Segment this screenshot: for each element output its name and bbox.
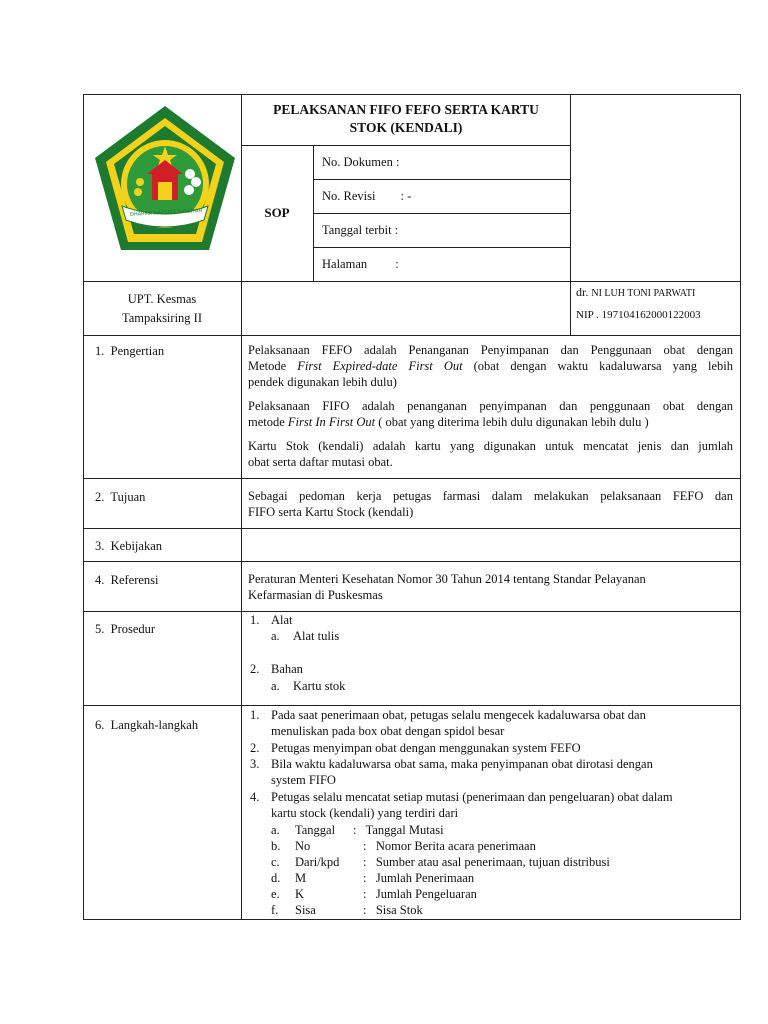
kartu-field-f-letter: f. [271,903,279,917]
section-heading-langkah: 6. Langkah-langkah [95,718,199,732]
langkah-step-4 [250,789,673,805]
kartu-field-b-letter: b. [271,839,281,853]
pengertian-content [248,342,733,470]
sop-label: SOP [264,205,290,220]
prosedur-item-1-sub-label: Alat tulis [293,629,340,643]
pengertian-p1-line1: Pelaksanaan FEFO adalah Penanganan Penyimpanan dan Penggunaan obat dengan [248,343,733,357]
prosedur-item-2-sub-label: Kartu stok [293,679,346,693]
langkah-step-4-line2: kartu stock (kendali) yang terdiri dari [271,806,459,820]
kartu-field-f-name: Sisa [295,903,316,917]
pengertian-p3-line2: obat serta daftar mutasi obat. [248,455,393,469]
kartu-field-a-desc: : Tanggal Mutasi [353,823,444,837]
tujuan-line1: Sebagai pedoman kerja petugas farmasi dalam melakukan pelaksanaan FEFO dan [248,489,733,503]
langkah-list [250,707,735,919]
prosedur-list [250,612,730,702]
prosedur-item-1-sub-letter: a. [271,629,280,643]
langkah-step-2-line1: Petugas menyimpan obat dengan menggunakan system FEFO [271,741,581,755]
field-no-dokumen: No. Dokumen : [322,155,400,169]
pengertian-p1-prefix: Metode [248,359,287,373]
langkah-step-4-line1: Petugas selalu mencatat setiap mutasi (penerimaan dan pengeluaran) obat dalam [271,790,673,804]
prosedur-item-2-num: 2. [250,662,260,676]
fifo-term: First In First Out [287,415,376,429]
kartu-field-b [271,838,536,854]
referensi-line1: Peraturan Menteri Kesehatan Nomor 30 Tahun 2014 tentang Standar Pelayanan [248,572,646,586]
pengertian-p2-suffix: ( obat yang diterima lebih dulu digunakan lebih dulu ) [375,415,649,429]
section-heading-prosedur: 5. Prosedur [95,622,156,636]
unit-name-line1: UPT. Kesmas [127,292,197,306]
pengertian-p3-line1: Kartu Stok (kendali) adalah kartu yang digunakan untuk mencatat jenis dan jumlah [248,439,733,453]
langkah-step-3 [250,756,653,772]
section-heading-referensi: 4. Referensi [95,573,159,587]
tujuan-line2: FIFO serta Kartu Stock (kendali) [248,505,414,519]
langkah-step-1 [250,707,646,723]
kartu-field-c [271,854,610,870]
kartu-field-c-letter: c. [271,855,280,869]
unit-name-line2: Tampaksiring II [121,311,202,325]
langkah-step-3-line2: system FIFO [271,773,336,787]
langkah-step-1-num: 1. [250,708,260,722]
kartu-field-d [271,870,475,886]
organization-logo [92,104,238,256]
kartu-field-b-desc: : Nomor Berita acara penerimaan [363,839,536,853]
prosedur-item-2-label: Bahan [271,662,303,676]
kartu-field-e [271,886,477,902]
pengertian-p1-suffix: (obat dengan waktu kadaluwarsa yang lebih [473,359,734,373]
document-title-line1: PELAKSANAN FIFO FEFO SERTA KARTU [273,102,539,117]
fefo-term: First Expired-date First Out [297,359,463,373]
prosedur-item-1-sub [271,628,340,644]
kartu-field-a [271,822,444,838]
prosedur-item-1 [250,612,293,628]
document-title-line2: STOK (KENDALI) [349,120,463,135]
kartu-field-a-letter: a. [271,823,280,837]
kartu-field-c-name: Dari/kpd [295,855,340,869]
referensi-line2: Kefarmasian di Puskesmas [248,588,383,602]
langkah-step-3-line1: Bila waktu kadaluwarsa obat sama, maka penyimpanan obat dirotasi dengan [271,757,653,771]
section-heading-tujuan: 2. Tujuan [95,490,146,504]
kartu-field-d-name: M [295,871,307,885]
kartu-field-c-desc: : Sumber atau asal penerimaan, tujuan distribusi [363,855,610,869]
signer-nip: NIP . 197104162000122003 [576,309,701,321]
kartu-field-a-name: Tanggal [295,823,336,837]
prosedur-item-1-num: 1. [250,613,260,627]
kartu-field-d-letter: d. [271,871,281,885]
kartu-field-e-name: K [295,887,305,901]
langkah-step-2-num: 2. [250,741,260,755]
pengertian-p2-line1: Pelaksanaan FIFO adalah penanganan penyimpanan dan penggunaan obat dengan [248,399,733,413]
logo-motto: DHARMA RAKSATA RAKSITAH [129,208,203,218]
kartu-field-f-desc: : Sisa Stok [363,903,423,917]
pengertian-p2-prefix: metode [248,415,285,429]
signer-name [576,284,695,302]
signer-prefix: dr. [576,285,589,299]
field-tanggal-terbit: Tanggal terbit : [322,223,399,237]
kartu-field-b-name: No [295,839,311,853]
langkah-step-2 [250,740,581,756]
field-no-revisi: No. Revisi : - [322,189,412,203]
kartu-field-f [271,902,423,918]
prosedur-item-2 [250,661,303,677]
langkah-step-1-line2: menuliskan pada box obat dengan spidol besar [271,724,505,738]
prosedur-item-2-sub [271,678,346,694]
section-heading-kebijakan: 3. Kebijakan [95,539,162,553]
kartu-field-d-desc: : Jumlah Penerimaan [363,871,475,885]
pengertian-p1-line2 [248,358,733,374]
section-heading-pengertian: 1. Pengertian [95,344,165,358]
langkah-step-4-num: 4. [250,790,260,804]
kartu-field-e-letter: e. [271,887,280,901]
pengertian-p1-line3: pendek digunakan lebih dulu) [248,375,397,389]
prosedur-item-2-sub-letter: a. [271,679,280,693]
pengertian-p2-line2 [248,414,733,430]
langkah-step-3-num: 3. [250,757,260,771]
langkah-step-1-line1: Pada saat penerimaan obat, petugas selalu mengecek kadaluwarsa obat dan [271,708,646,722]
kartu-field-e-desc: : Jumlah Pengeluaran [363,887,477,901]
tujuan-content [248,488,733,520]
prosedur-item-1-label: Alat [271,613,293,627]
signer-full-name: NI LUH TONI PARWATI [591,288,696,299]
field-halaman: Halaman : [322,257,399,271]
